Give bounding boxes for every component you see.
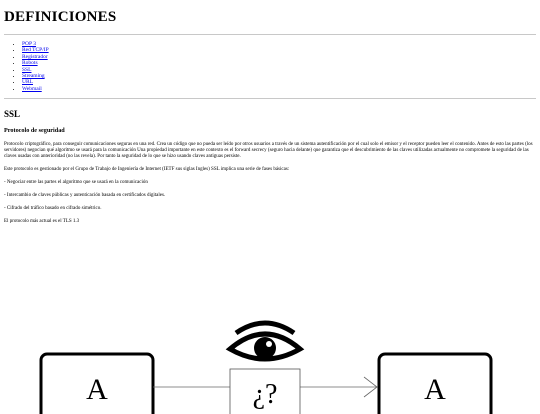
nav-link-webmail[interactable]: Webmail	[22, 85, 42, 92]
eye-icon	[230, 323, 300, 359]
ssl-diagram	[0, 319, 540, 414]
divider	[4, 34, 536, 35]
definitions-nav	[4, 41, 536, 92]
nav-item-webmail	[22, 86, 536, 92]
nav-link-url[interactable]: URL	[22, 79, 33, 86]
nav-link-streaming[interactable]: Streaming	[22, 73, 45, 80]
paragraph-definition: Protocolo criptográfico, para conseguir comunicaciones seguras en una red. Crea un código que no pueda ser leído por otros usuarios a través de un sistema autentificación por el cual solo el emisor y el receptor pueden leer el contenido. Antes de esto las partes (los servidores) negocian qué algoritmo se usará para la comunicación Una propiedad importante en este contexto es el forward secrecy (seguro hacia delante) que garantiza que el descubrimiento de las claves utilizadas actualmente no compromete la seguridad de las claves usadas con anterioridad (no las revela). Por tanto la seguridad de lo que se hizo usando claves antiguas persiste.	[4, 142, 533, 160]
section-subheading: Protocolo de seguridad	[4, 127, 65, 135]
divider	[4, 98, 536, 99]
right-party-label: A	[424, 373, 446, 406]
paragraph-phase-3: - Cifrado del tráfico basado en cifrado simétrico.	[4, 206, 102, 212]
nav-link-pop3[interactable]: POP 3	[22, 41, 37, 47]
nav-link-registrador[interactable]: Registrador	[22, 53, 48, 60]
paragraph-tls: El protocolo más actual es el TLS 1.3	[4, 219, 80, 225]
page-title: DEFINICIONES	[4, 9, 117, 25]
section-heading: SSL	[4, 109, 21, 120]
unknown-label: ¿?	[252, 379, 278, 410]
nav-link-ssl[interactable]: SSL	[22, 66, 32, 73]
paragraph-phase-1: - Negociar entre las partes el algoritmo que se usará en la comunicación	[4, 180, 148, 186]
nav-link-robots[interactable]: Robots	[22, 60, 38, 67]
paragraph-ietf: Este protocolo es gestionado por el Grupo de Trabajo de Ingeniería de Internet (IETF sus siglas Ingles) SSL implica una serie de fases básicas:	[4, 167, 290, 173]
left-party-label: A	[86, 373, 108, 406]
nav-link-red-tcp-ip[interactable]: Red TCP/IP	[22, 47, 49, 54]
paragraph-phase-2: - Intercambio de claves públicas y autenticación basada en certificados digitales.	[4, 193, 166, 199]
page	[0, 9, 540, 225]
